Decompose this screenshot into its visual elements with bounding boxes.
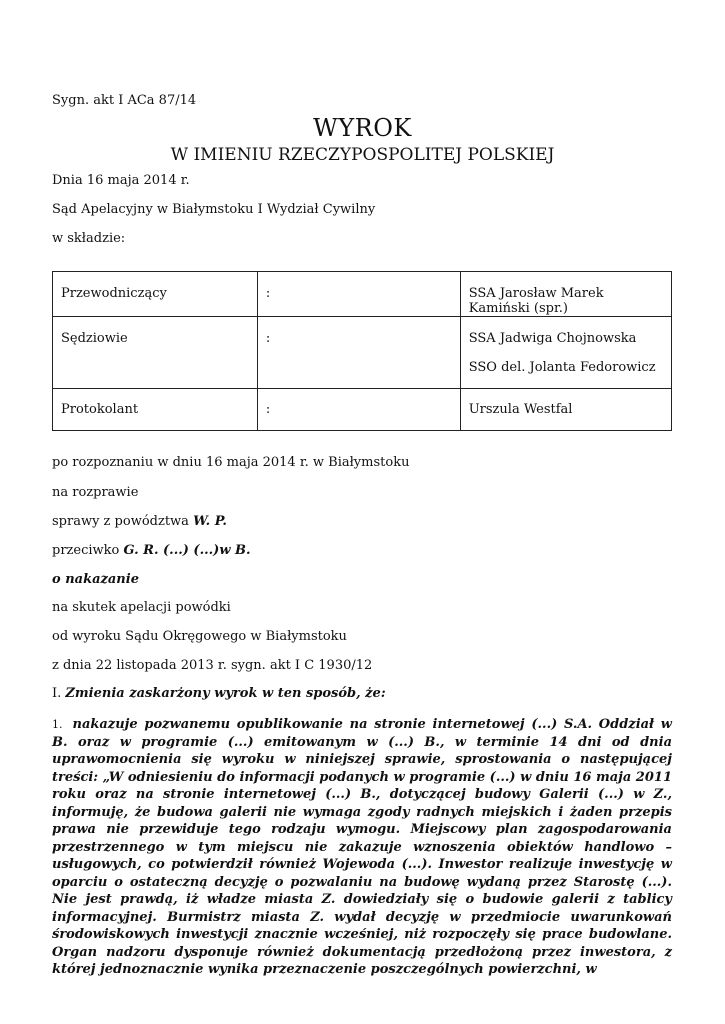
separator-cell: :	[257, 317, 460, 389]
role-cell: Protokolant	[53, 389, 258, 431]
defendant-prefix: przeciwko	[52, 543, 124, 558]
case-subject: o nakazanie	[52, 572, 139, 587]
judgment-date: Dnia 16 maja 2014 r.	[52, 173, 190, 188]
table-row	[53, 317, 672, 389]
lower-court-line: od wyroku Sądu Okręgowego w Białymstoku	[52, 629, 347, 644]
plaintiff-prefix: sprawy z powództwa	[52, 514, 194, 529]
judge-name: SSO del. Jolanta Fedorowicz	[468, 360, 656, 375]
composition-label: w składzie:	[52, 231, 126, 246]
separator-cell: :	[257, 272, 460, 317]
composition-table	[52, 271, 672, 431]
hearing-type: na rozprawie	[52, 485, 139, 500]
plaintiff-name: W. P.	[193, 514, 227, 529]
name-cell: SSA Jarosław Marek Kamiński (spr.)	[460, 272, 671, 317]
hearing-line: po rozpoznaniu w dniu 16 maja 2014 r. w Białymstoku	[52, 455, 410, 470]
table-row	[53, 272, 672, 317]
table-row	[53, 389, 672, 431]
document-title: WYROK	[313, 114, 412, 142]
role-cell: Sędziowie	[53, 317, 258, 389]
role-cell: Przewodniczący	[53, 272, 258, 317]
separator-cell: :	[257, 389, 460, 431]
ruling-text: Zmienia zaskarżony wyrok w ten sposób, że:	[65, 686, 386, 701]
court-name: Sąd Apelacyjny w Białymstoku I Wydział Cywilny	[52, 202, 376, 217]
name-cell: Urszula Westfal	[460, 389, 671, 431]
defendant-name: G. R. (...) (...)w B.	[123, 543, 251, 558]
ruling-point-I	[52, 686, 386, 701]
case-signature: Sygn. akt I ACa 87/14	[52, 93, 197, 108]
lower-judgment-line: z dnia 22 listopada 2013 r. sygn. akt I C 1930/12	[52, 658, 373, 673]
plaintiff-line	[52, 514, 227, 529]
paragraph-text: nakazuje pozwanemu opublikowanie na stronie internetowej (...) S.A. Oddział w B. oraz w programie (...) emitowanym w (...) B., w terminie 14 dni od dnia uprawomocnienia się wyroku w niniejszej sprawie, sprostowania o następującej treści: „W odniesieniu do informacji podanych w programie (...) w dniu 16 maja 2011 roku oraz na stronie internetowej (...) B., dotyczącej budowy Galerii (...) w Z., informuję, że budowa galerii nie wymaga zgody radnych miejskich i żaden przepis prawa nie przewiduje tego rodzaju wymogu. Miejscowy plan zagospodarowania przestrzennego w tym miejscu nie zakazuje wznoszenia obiektów handlowo – usługowych, co potwierdził również Wojewoda (...). Inwestor realizuje inwestycję w oparciu o ostateczną decyzję o pozwalaniu na budowę wydaną przez Starostę (...). Nie jest prawdą, iż władze miasta Z. dowiedziały się o budowie galerii z tablicy informacyjnej. Burmistrz miasta Z. wydał decyzję w przedmiocie uwarunkowań środowiskowych inwestycji znacznie wcześniej, niż rozpoczęły się prace budowlane. Organ nadzoru dysponuje również dokumentacją przedłożoną przez inwestora, z której jednoznacznie wynika przeznaczenie poszczególnych powierzchni, w	[52, 717, 672, 977]
ruling-paragraph-1	[52, 716, 672, 979]
name-cell	[460, 317, 671, 389]
paragraph-number: 1.	[52, 718, 63, 731]
judge-name: SSA Jadwiga Chojnowska	[468, 331, 637, 346]
appeal-line: na skutek apelacji powódki	[52, 600, 231, 615]
defendant-line	[52, 543, 251, 558]
document-subtitle: W IMIENIU RZECZYPOSPOLITEJ POLSKIEJ	[170, 145, 555, 165]
ruling-number: I.	[52, 686, 66, 701]
